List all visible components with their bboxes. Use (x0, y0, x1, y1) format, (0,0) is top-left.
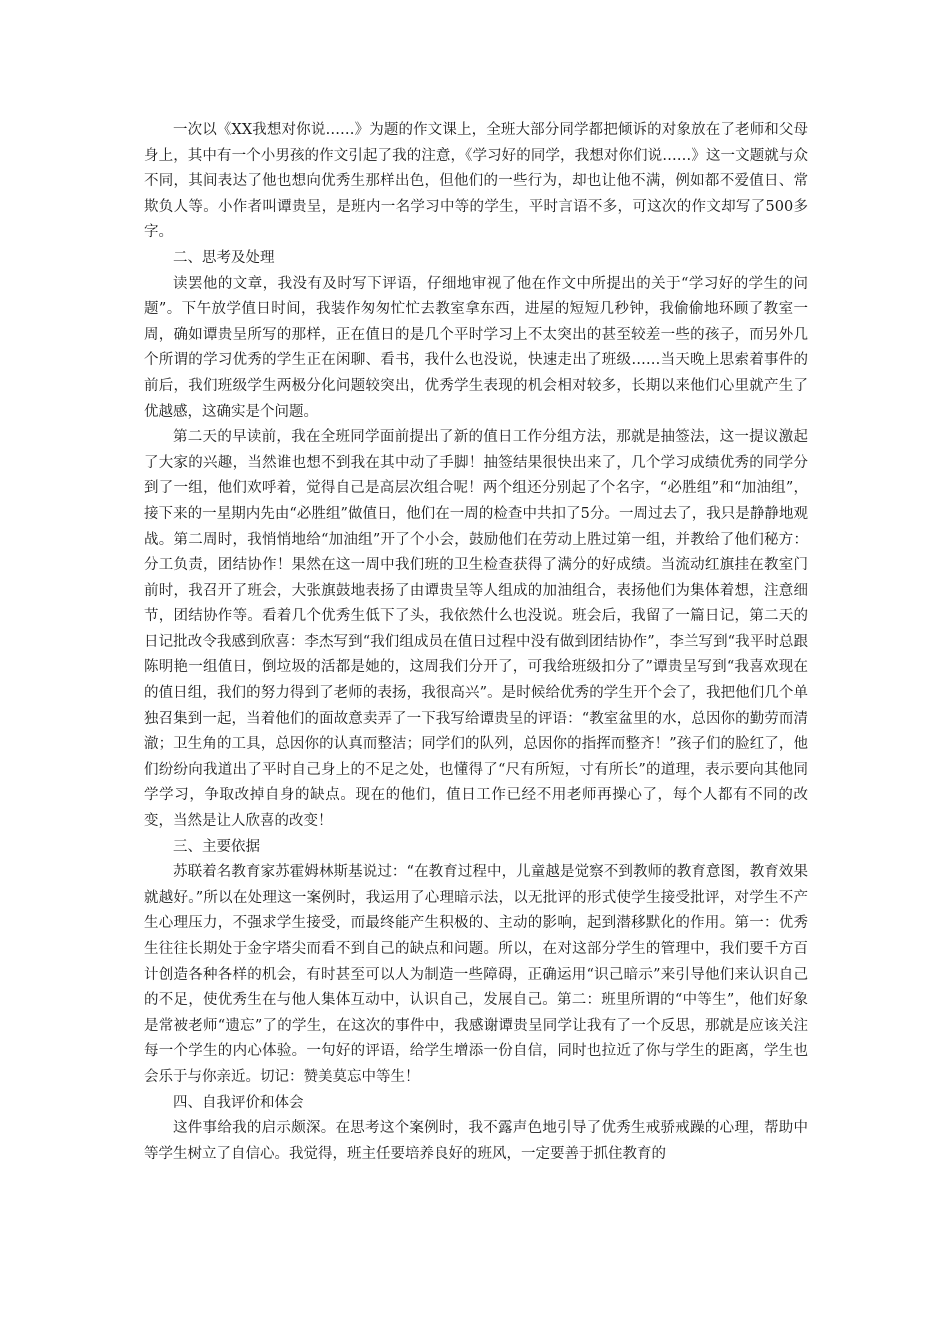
reflection-paragraph: 这件事给我的启示颇深。在思考这个案例时，我不露声色地引导了优秀生戒骄戒躁的心理，帮助中等学生树立了自信心。我觉得，班主任要培养良好的班风，一定要善于抓住教育的 (144, 1120, 808, 1162)
section-heading-basis: 三、主要依据 (173, 838, 260, 855)
section-heading-reflection: 四、自我评价和体会 (173, 1094, 304, 1111)
document-body (144, 118, 808, 1167)
basis-paragraph: 苏联着名教育家苏霍姆林斯基说过：“在教育过程中，儿童越是觉察不到教师的教育意图，教育效果就越好。”所以在处理这一案例时，我运用了心理暗示法，以无批评的形式使学生接受批评，对学生不产生心理压力，不强求学生接受，而最终能产生积极的、主动的影响，起到潜移默化的作用。第一：优秀生往往长期处于金字塔尖而看不到自己的缺点和问题。所以，在对这部分学生的管理中，我们要千方百计创造各种各样的机会，有时甚至可以人为制造一些障碍，正确运用“识己暗示”来引导他们来认识自己的不足，使优秀生在与他人集体互动中，认识自己，发展自己。第二：班里所谓的“中等生”，他们好象是常被老师“遗忘”了的学生，在这次的事件中，我感谢谭贵呈同学让我有了一个反思，那就是应该关注每一个学生的内心体验。一句好的评语，给学生增添一份自信，同时也拉近了你与学生的距离，学生也会乐于与你亲近。切记：赞美莫忘中等生！ (144, 864, 808, 1085)
thinking-paragraph-1: 读罢他的文章，我没有及时写下评语，仔细地审视了他在作文中所提出的关于“学习好的学生的问题”。下午放学值日时间，我装作匆匆忙忙去教室拿东西，进屋的短短几秒钟，我偷偷地环顾了教室一周，确如谭贵呈所写的那样，正在值日的是几个平时学习上不太突出的甚至较差一些的孩子，而另外几个所谓的学习优秀的学生正在闲聊、看书，我什么也没说，快速走出了班级……当天晚上思索着事件的前后，我们班级学生两极分化问题较突出，优秀学生表现的机会相对较多，长期以来他们心里就产生了优越感，这确实是个问题。 (144, 275, 808, 420)
intro-paragraph: 一次以《XX我想对你说……》为题的作文课上，全班大部分同学都把倾诉的对象放在了老师和父母身上，其中有一个小男孩的作文引起了我的注意，《学习好的同学，我想对你们说……》这一文题就与众不同，其间表达了他也想向优秀生那样出色，但他们的一些行为，却也让他不满，例如都不爱值日、常欺负人等。小作者叫谭贵呈，是班内一名学习中等的学生，平时言语不多，可这次的作文却写了500多字。 (144, 122, 808, 241)
thinking-paragraph-2: 第二天的早读前，我在全班同学面前提出了新的值日工作分组方法，那就是抽签法，这一提议激起了大家的兴趣，当然谁也想不到我在其中动了手脚！抽签结果很快出来了，几个学习成绩优秀的同学分到了一组，他们欢呼着，觉得自己是高层次组合呢！两个组还分别起了个名字，“必胜组”和“加油组”，接下来的一星期内先由“必胜组”做值日，他们在一周的检查中共扣了5分。一周过去了，我只是静静地观战。第二周时，我悄悄地给“加油组”开了个小会，鼓励他们在劳动上胜过第一组，并教给了他们秘方：分工负责，团结协作！果然在这一周中我们班的卫生检查获得了满分的好成绩。当流动红旗挂在教室门前时，我召开了班会，大张旗鼓地表扬了由谭贵呈等人组成的加油组合，表扬他们为集体着想，注意细节，团结协作等。看着几个优秀生低下了头，我依然什么也没说。班会后，我留了一篇日记，第二天的日记批改令我感到欣喜：李杰写到“我们组成员在值日过程中没有做到团结协作”，李兰写到“我平时总跟陈明艳一组值日，倒垃圾的活都是她的，这周我们分开了，可我给班级扣分了”谭贵呈写到“我喜欢现在的值日组，我们的努力得到了老师的表扬，我很高兴”。是时候给优秀的学生开个会了，我把他们几个单独召集到一起，当着他们的面故意卖弄了一下我写给谭贵呈的评语：“教室盆里的水，总因你的勤劳而清澈；卫生角的工具，总因你的认真而整洁；同学们的队列，总因你的指挥而整齐！”孩子们的脸红了，他们纷纷向我道出了平时自己身上的不足之处，也懂得了“尺有所短，寸有所长”的道理，表示要向其他同学学习，争取改掉自身的缺点。现在的他们，值日工作已经不用老师再操心了，每个人都有不同的改变，当然是让人欣喜的改变！ (144, 429, 808, 830)
section-heading-thinking: 二、思考及处理 (173, 249, 275, 266)
